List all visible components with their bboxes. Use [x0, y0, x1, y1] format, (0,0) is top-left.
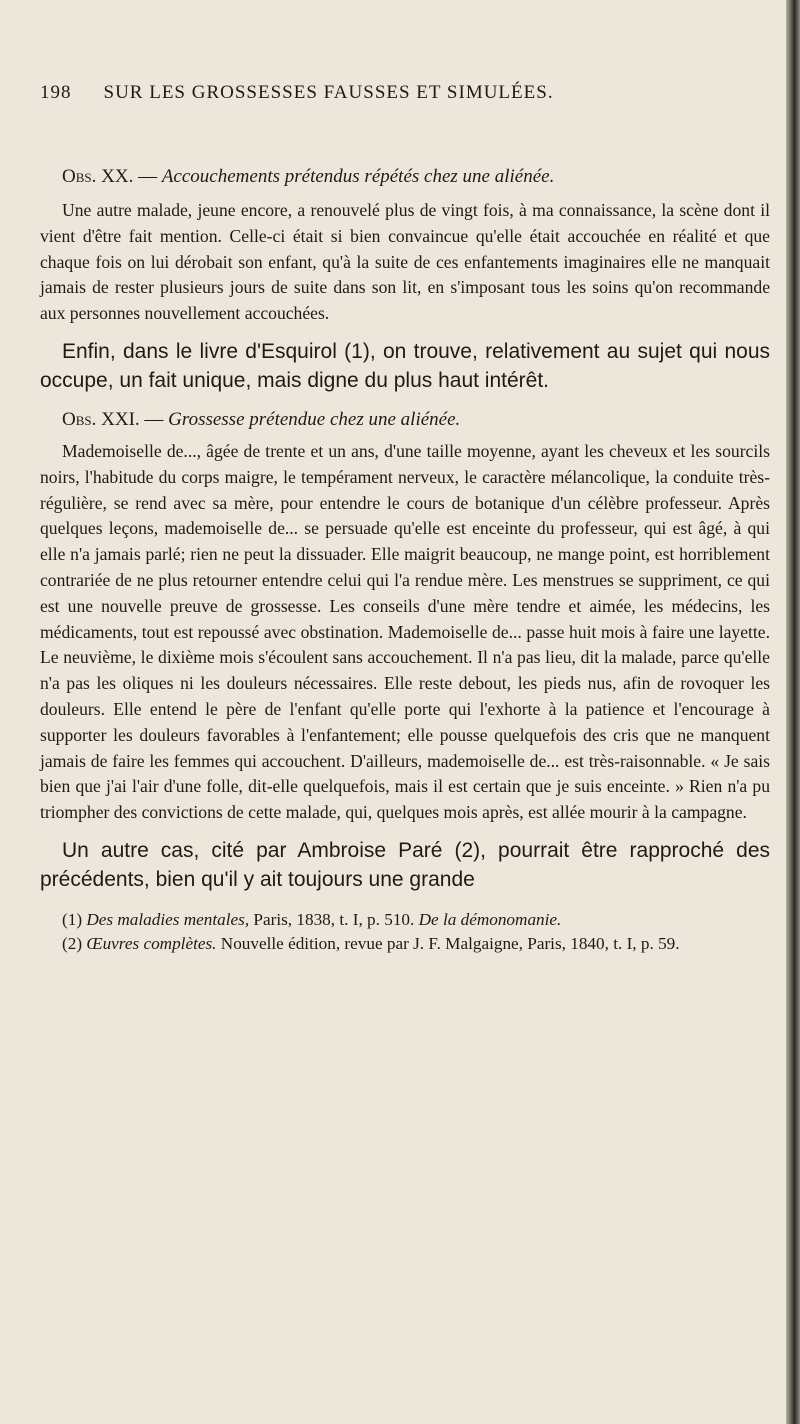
observation-21-label: Obs. XXI. [62, 408, 140, 430]
footnote-text: Nouvelle édition, revue par J. F. Malgaigne, Paris, 1840, t. I, p. 59. [220, 933, 680, 953]
page-body [40, 166, 770, 956]
running-title: SUR LES GROSSESSES FAUSSES ET SIMULÉES. [103, 82, 554, 103]
footnote-text: Paris, 1838, t. I, p. 510. [253, 909, 415, 929]
paragraph-pare: Un autre cas, cité par Ambroise Paré (2), pourrait être rapproché des précédents, bien qu'il y ait toujours une grande [40, 838, 770, 891]
paragraph-esquirol: Enfin, dans le livre d'Esquirol (1), on trouve, relativement au sujet qui nous occupe, un fait unique, mais digne du plus haut intérêt. [40, 339, 770, 392]
observation-20-text: Une autre malade, jeune encore, a renouvelé plus de vingt fois, à ma connaissance, la scène dont il vient d'être fait mention. Celle-ci était si bien convaincue qu'elle était accouchée en réalité et que chaque fois on lui dérobait son enfant, qu'à la suite de ces enfantements imaginaires elle ne manquait jamais de rester plusieurs jours de suite dans son lit, en s'imposant tous les soins qu'on recommande aux personnes nouvellement accouchées. [40, 200, 770, 324]
footnote-title-2: De la démonomanie. [418, 909, 562, 929]
page-edge-shadow [786, 0, 800, 1424]
footnote-title: Œuvres complètes. [86, 933, 217, 953]
page-number: 198 [40, 82, 72, 103]
observation-21-heading [62, 409, 770, 431]
observation-20-heading [62, 166, 770, 188]
observation-20-title: Accouchements prétendus répétés chez une aliénée. [161, 166, 555, 187]
footnote-title: Des maladies mentales, [86, 909, 250, 929]
observation-21-text: Mademoiselle de..., âgée de trente et un ans, d'une taille moyenne, ayant les cheveux et les sourcils noirs, l'habitude du corps maigre, le tempérament nerveux, le caractère mélancolique, la conduite très-régulière, se rend avec sa mère, pour entendre le cours de botanique d'un célèbre professeur. Après quelques leçons, mademoiselle de... se persuade qu'elle est enceinte du professeur, qui est âgé, à qui elle n'a jamais parlé; rien ne peut la dissuader. Elle maigrit beaucoup, ne mange point, est horriblement contrariée de ne plus retourner entendre celui qui l'a rendue mère. Les menstrues se suppriment, ce qui est une nouvelle preuve de grossesse. Les conseils d'une mère tendre et aimée, les médecins, les médicaments, tout est repoussé avec obstination. Mademoiselle de... passe huit mois à faire une layette. Le neuvième, le dixième mois s'écoulent sans accouchement. Il n'a pas lieu, dit la malade, parce qu'elle n'a pas les oliques ni les douleurs nécessaires. Elle reste debout, les pieds nus, afin de rovoquer les douleurs. Elle entend le père de l'enfant qu'elle porte qui l'exhorte à la patience et l'encourage à supporter les douleurs favorables à l'enfantement; elle pousse quelquefois des cris que ne manquent jamais de faire les femmes qui accouchent. D'ailleurs, mademoiselle de... est très-raisonnable. « Je sais bien que j'ai l'air d'une folle, dit-elle quelquefois, mais il est certain que je suis enceinte. » Rien n'a pu triompher des convictions de cette malade, qui, quelques mois après, est allée mourir à la campagne. [40, 440, 770, 823]
footnote-marker: (1) [62, 909, 83, 929]
heading-dash: — [133, 166, 162, 187]
heading-dash: — [139, 408, 169, 430]
observation-20-label: Obs. XX. [62, 166, 134, 187]
footnote-2 [40, 932, 770, 956]
running-head [40, 82, 740, 104]
observation-21-title: Grossesse prétendue chez une aliénée. [168, 408, 461, 430]
footnotes [40, 908, 770, 956]
footnote-1 [40, 908, 770, 932]
footnote-marker: (2) [62, 933, 83, 953]
